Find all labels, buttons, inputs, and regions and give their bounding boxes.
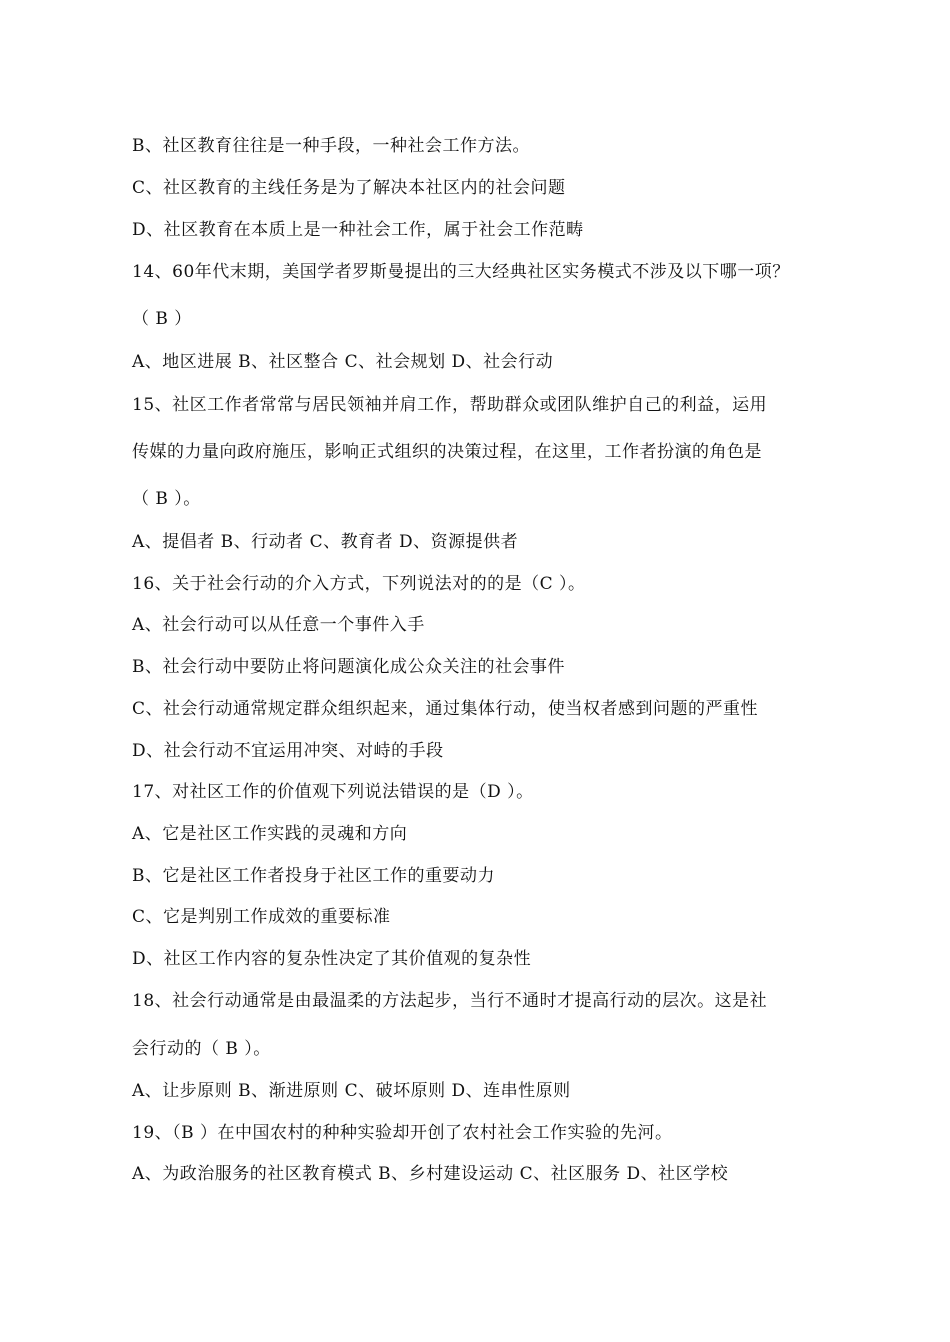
option-17-d: D、社区工作内容的复杂性决定了其价值观的复杂性 [132, 949, 532, 969]
option-16-a: A、社会行动可以从任意一个事件入手 [132, 615, 425, 635]
option-16-b: B、社会行动中要防止将问题演化成公众关注的社会事件 [132, 657, 565, 677]
question-15: 15、社区工作者常常与居民领袖并肩工作，帮助群众或团队维护自己的利益，运用 [132, 395, 768, 415]
question-17: 17、对社区工作的价值观下列说法错误的是（D ）。 [132, 782, 534, 802]
options-19: A、为政治服务的社区教育模式 B、乡村建设运动 C、社区服务 D、社区学校 [132, 1164, 729, 1184]
options-18: A、让步原则 B、渐进原则 C、破坏原则 D、连串性原则 [132, 1081, 571, 1101]
question-18-cont: 会行动的（ B ）。 [132, 1039, 271, 1059]
option-17-a: A、它是社区工作实践的灵魂和方向 [132, 824, 408, 844]
option-16-c: C、社会行动通常规定群众组织起来，通过集体行动，使当权者感到问题的严重性 [132, 699, 759, 719]
question-15-cont: 传媒的力量向政府施压，影响正式组织的决策过程，在这里，工作者扮演的角色是 [132, 442, 762, 462]
text-line: C、社区教育的主线任务是为了解决本社区内的社会问题 [132, 178, 566, 198]
question-16: 16、关于社会行动的介入方式，下列说法对的的是（C ）。 [132, 574, 586, 594]
question-19: 19、（B ）在中国农村的种种实验却开创了农村社会工作实验的先河。 [132, 1123, 673, 1143]
text-line: B、社区教育往往是一种手段，一种社会工作方法。 [132, 136, 530, 156]
options-14: A、地区进展 B、社区整合 C、社会规划 D、社会行动 [132, 352, 554, 372]
option-17-b: B、它是社区工作者投身于社区工作的重要动力 [132, 866, 495, 886]
options-15: A、提倡者 B、行动者 C、教育者 D、资源提供者 [132, 532, 519, 552]
question-14: 14、60年代末期，美国学者罗斯曼提出的三大经典社区实务模式不涉及以下哪一项？ [132, 262, 790, 282]
question-18: 18、社会行动通常是由最温柔的方法起步，当行不通时才提高行动的层次。这是社 [132, 991, 768, 1011]
option-17-c: C、它是判别工作成效的重要标准 [132, 907, 391, 927]
text-line: D、社区教育在本质上是一种社会工作，属于社会工作范畴 [132, 220, 584, 240]
option-16-d: D、社会行动不宜运用冲突、对峙的手段 [132, 741, 444, 761]
answer-14: （ B ） [132, 309, 192, 329]
answer-15: （ B ）。 [132, 489, 201, 509]
